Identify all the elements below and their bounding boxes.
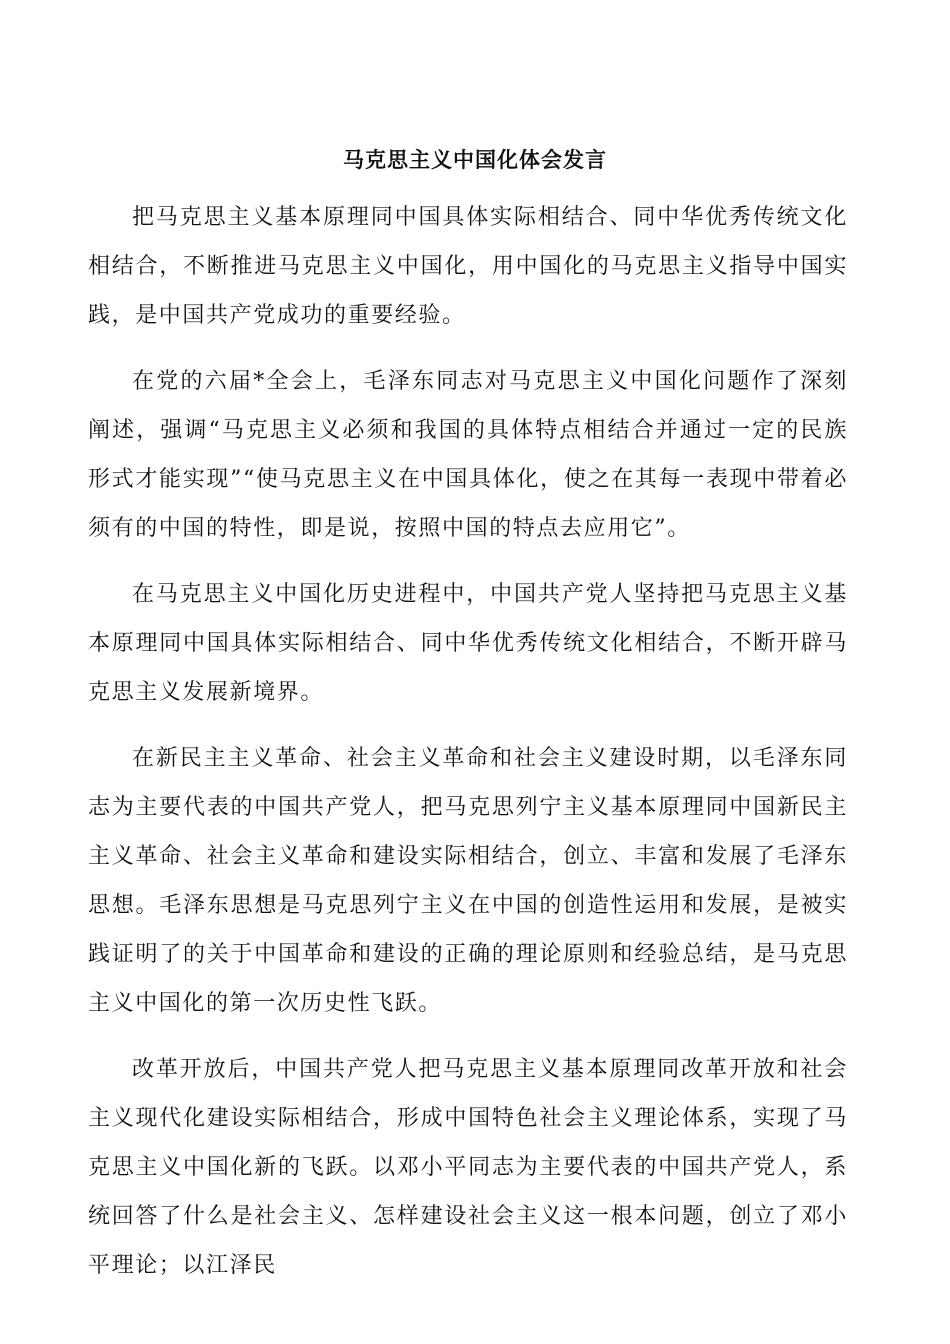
- document-title: 马克思主义中国化体会发言: [343, 147, 607, 172]
- paragraph-4: 在新民主主义革命、社会主义革命和社会主义建设时期，以毛泽东同志为主要代表的中国共产党人，把马克思列宁主义基本原理同中国新民主主义革命、社会主义革命和建设实际相结合，创立、丰富和发展了毛泽东思想。毛泽东思想是马克思列宁主义在中国的创造性运用和发展，是被实践证明了的关于中国革命和建设的正确的理论原则和经验总结，是马克思主义中国化的第一次历史性飞跃。: [88, 746, 848, 1016]
- paragraph-5: 改革开放后，中国共产党人把马克思主义基本原理同改革开放和社会主义现代化建设实际相结合，形成中国特色社会主义理论体系，实现了马克思主义中国化新的飞跃。以邓小平同志为主要代表的中国共产党人，系统回答了什么是社会主义、怎样建设社会主义这一根本问题，创立了邓小平理论；以江泽民: [88, 1057, 848, 1278]
- paragraph-1: 把马克思主义基本原理同中国具体实际相结合、同中华优秀传统文化相结合，不断推进马克思主义中国化，用中国化的马克思主义指导中国实践，是中国共产党成功的重要经验。: [88, 205, 848, 328]
- paragraph-3: 在马克思主义中国化历史进程中，中国共产党人坚持把马克思主义基本原理同中国具体实际相结合、同中华优秀传统文化相结合，不断开辟马克思主义发展新境界。: [88, 582, 848, 705]
- paragraph-2: 在党的六届*全会上，毛泽东同志对马克思主义中国化问题作了深刻阐述，强调“马克思主义必须和我国的具体特点相结合并通过一定的民族形式才能实现”“使马克思主义在中国具体化，使之在其每一表现中带着必须有的中国的特性，即是说，按照中国的特点去应用它”。: [88, 369, 848, 541]
- document-body: [88, 193, 848, 1307]
